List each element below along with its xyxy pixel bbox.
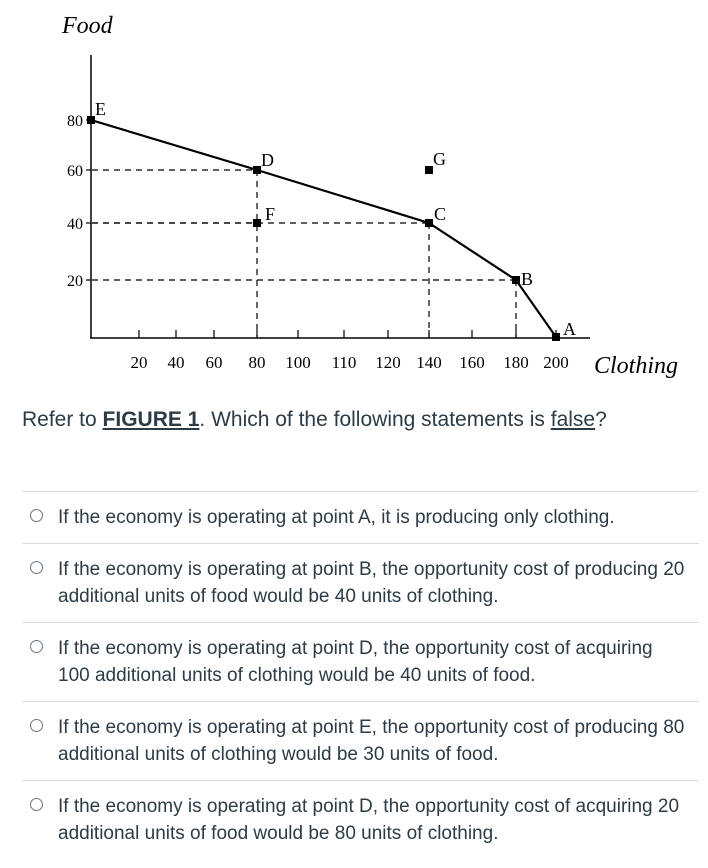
answer-text: If the economy is operating at point A, it is producing only clothing. xyxy=(58,507,615,528)
question-text xyxy=(22,408,607,432)
answer-option-5[interactable] xyxy=(22,780,699,859)
y-axis-label: Food xyxy=(62,13,113,39)
point-label-d: D xyxy=(261,150,274,170)
ppf-curve-group xyxy=(91,120,556,337)
answer-option-2[interactable] xyxy=(22,543,699,622)
radio-button[interactable] xyxy=(30,719,43,732)
point-label-e: E xyxy=(95,99,106,119)
point-g xyxy=(425,166,433,174)
answer-option-3[interactable] xyxy=(22,622,699,701)
answer-option-4[interactable] xyxy=(22,701,699,780)
radio-button[interactable] xyxy=(30,798,43,811)
y-tick-label: 60 xyxy=(67,163,83,180)
point-b xyxy=(512,276,520,284)
question-middle: . Which of the following statements is xyxy=(199,408,551,431)
point-label-b: B xyxy=(521,269,534,289)
y-tick-label: 80 xyxy=(67,113,83,130)
point-label-c: C xyxy=(434,204,447,224)
y-tick-label: 20 xyxy=(67,273,83,290)
question-emphasis: false xyxy=(550,408,596,431)
answer-text: If the economy is operating at point E, the opportunity cost of producing 80 additional units of clothing would be 30 units of food. xyxy=(58,717,685,765)
point-f xyxy=(253,219,261,227)
y-tick-label: 40 xyxy=(67,216,83,233)
radio-button[interactable] xyxy=(30,561,43,574)
point-label-g: G xyxy=(433,149,446,169)
answer-text: If the economy is operating at point D, the opportunity cost of acquiring 20 additional units of food would be 80 units of clothing. xyxy=(58,796,680,844)
question-suffix: ? xyxy=(595,408,607,431)
x-tick-label: 180 xyxy=(503,353,529,372)
answer-options xyxy=(22,491,699,859)
points-group xyxy=(87,99,576,341)
answer-text: If the economy is operating at point D, the opportunity cost of acquiring 100 additional units of clothing would be 40 units of food. xyxy=(58,638,653,686)
x-tick-label: 100 xyxy=(285,353,311,372)
x-tick-label: 60 xyxy=(205,353,223,372)
radio-button[interactable] xyxy=(30,640,43,653)
answer-text: If the economy is operating at point B, the opportunity cost of producing 20 additional units of food would be 40 units of clothing. xyxy=(58,559,685,607)
point-d xyxy=(253,166,261,174)
x-axis-label: Clothing xyxy=(594,353,679,379)
figure-reference: FIGURE 1 xyxy=(102,408,200,431)
point-label-a: A xyxy=(563,319,576,339)
ppf-curve xyxy=(91,120,556,337)
x-tick-label: 200 xyxy=(543,353,569,372)
radio-button[interactable] xyxy=(30,509,43,522)
ppf-chart xyxy=(0,0,708,395)
tick-group xyxy=(67,113,569,372)
x-tick-label: 20 xyxy=(130,353,148,372)
point-c xyxy=(425,219,433,227)
x-tick-label: 80 xyxy=(248,353,266,372)
question-prefix: Refer to xyxy=(22,408,103,431)
x-tick-label: 140 xyxy=(416,353,442,372)
point-label-f: F xyxy=(265,204,276,224)
x-tick-label: 40 xyxy=(167,353,185,372)
dashed-guides xyxy=(92,170,516,337)
x-tick-label: 120 xyxy=(375,353,401,372)
x-tick-label: 160 xyxy=(459,353,485,372)
answer-option-1[interactable] xyxy=(22,491,699,543)
x-tick-label: 110 xyxy=(331,353,357,372)
